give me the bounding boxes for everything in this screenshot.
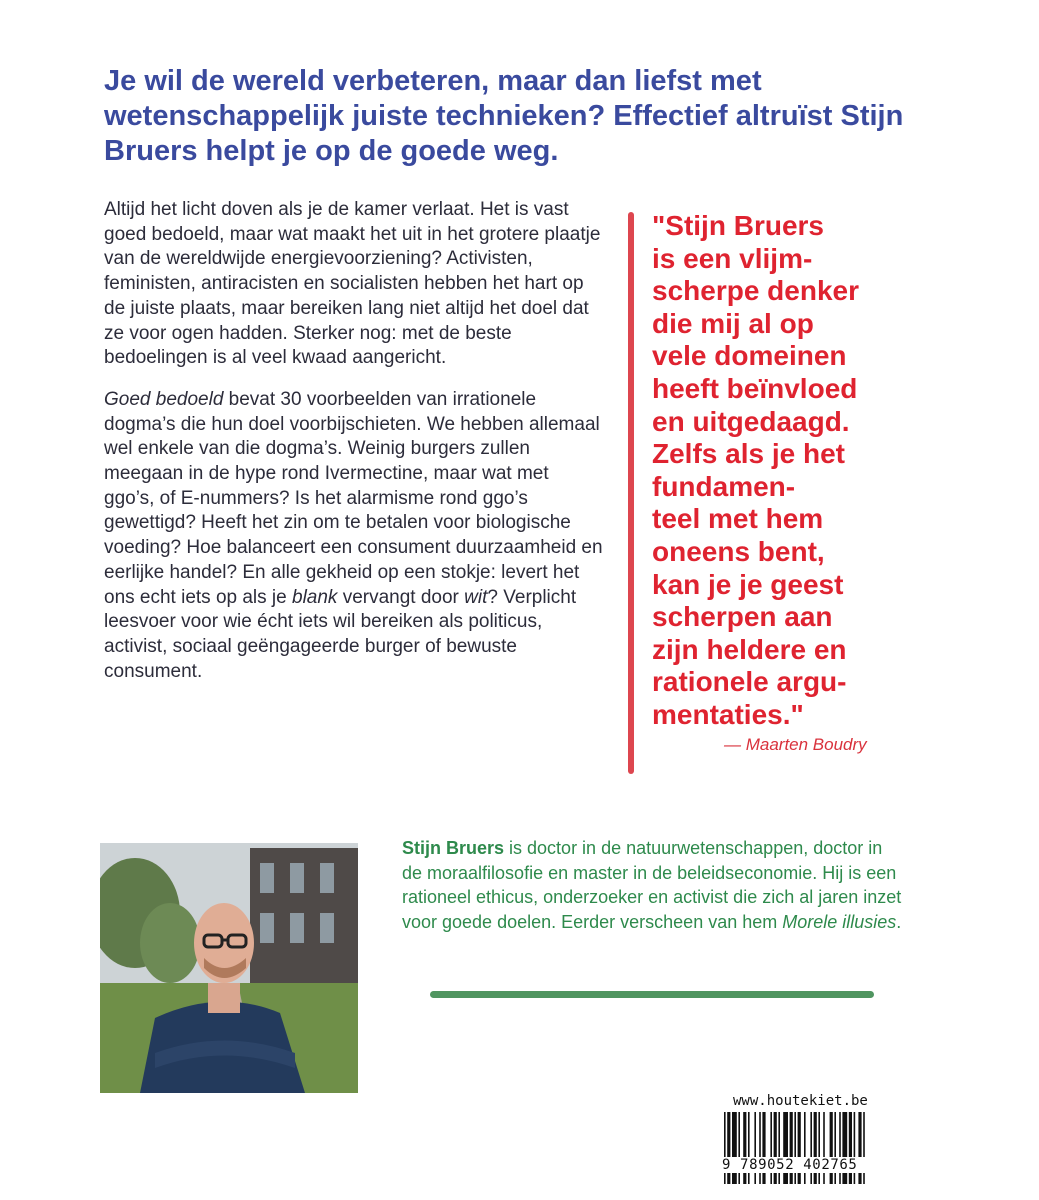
barcode-bar [863, 1112, 865, 1184]
barcode-bar [810, 1112, 812, 1184]
description-paragraph-1: Altijd het licht doven als je de kamer verlaat. Het is vast goed bedoeld, maar wat maakt het uit in het grotere plaatje van de wereldwijde energievoorziening? Activisten, feministen, antiracisten en socialisten hebben het hart op de juiste plaats, maar bereiken lang niet altijd het doel dat ze voor ogen hadden. Sterker nog: met de beste bedoelingen is al veel kwaad aangericht. [104, 199, 601, 369]
isbn-number: 9 789052 402765 [721, 1157, 922, 1173]
barcode-bar [818, 1112, 820, 1184]
barcode-bar [814, 1112, 817, 1184]
barcode-bar [762, 1112, 765, 1184]
barcode-bar [724, 1112, 726, 1184]
barcode-bar [790, 1112, 793, 1184]
barcode-bar [839, 1112, 841, 1184]
blurb-heading: Je wil de wereld verbeteren, maar dan liefst met wetenschappelijk juiste technieken? Effectief altruïst Stijn Bruers helpt je op de goede weg. [104, 65, 904, 167]
barcode-bar [834, 1112, 836, 1184]
barcode-bar [798, 1112, 801, 1184]
isbn-barcode [722, 1112, 918, 1184]
book-title: Goed bedoeld [104, 388, 224, 410]
barcode-bar [794, 1112, 796, 1184]
barcode-bar [754, 1112, 756, 1184]
barcode-bar [774, 1112, 777, 1184]
quote-attribution: — Maarten Boudry [724, 735, 867, 754]
barcode-bar [738, 1112, 740, 1184]
barcode-bar [830, 1112, 833, 1184]
barcode-bar [858, 1112, 861, 1184]
barcode-bar [743, 1112, 746, 1184]
description-text [104, 198, 604, 684]
endorsement-quote: "Stijn Bruers is een vlijm- scherpe denker die mij al op vele domeinen heeft beïnvloed en uitgedaagd. Zelfs als je het fundamen- teel met hem oneens bent, kan je je geest scherpen aan zijn heldere en rationele argu- mentaties." [652, 210, 859, 730]
barcode-bar [804, 1112, 806, 1184]
previous-book-title: Morele illusies [782, 912, 897, 933]
red-divider [628, 212, 634, 774]
author-name: Stijn Bruers [402, 838, 505, 858]
author-photo [100, 843, 358, 1093]
barcode-bar [783, 1112, 788, 1184]
barcode-bar [770, 1112, 772, 1184]
green-divider [430, 991, 874, 998]
author-bio: Stijn Bruers is doctor in de natuurwetenschappen, doctor in de moraalfilosofie en master in de beleidseconomie. Hij is een rationeel ethicus, onderzoeker en activist die zich al jaren inzet voor goede doelen. Eerder verscheen van hem Morele illusies. [402, 838, 902, 933]
barcode-bar [854, 1112, 856, 1184]
barcode-bar [748, 1112, 750, 1184]
barcode-bar [778, 1112, 780, 1184]
barcode-bar [842, 1112, 847, 1184]
barcode-bar [727, 1112, 730, 1184]
barcode-bar [759, 1112, 761, 1184]
description-paragraph-2: Goed bedoeld bevat 30 voorbeelden van irrationele dogma’s die hun doel voorbijschieten. We hebben allemaal wel enkele van die dogma’s. Weinig burgers zullen meegaan in de hype rond Ivermectine, maar wat met ggo’s, of E-nummers? Is het alarmisme rond ggo’s gewettigd? Heeft het zin om te betalen voor biologische voeding? Hoe balanceert een consument duurzaamheid en eerlijke handel? En alle gekheid op een stokje: levert het ons echt iets op als je blank vervangt door wit? Verplicht leesvoer voor wie écht iets wil bereiken als politicus, activist, sociaal geëngageerde burger of bewuste consument. [104, 388, 603, 682]
barcode-bar [849, 1112, 852, 1184]
author-photo-image [100, 843, 358, 1093]
publisher-website: www.houtekiet.be [733, 1093, 868, 1109]
barcode-bar [732, 1112, 737, 1184]
barcode-bar [823, 1112, 825, 1184]
